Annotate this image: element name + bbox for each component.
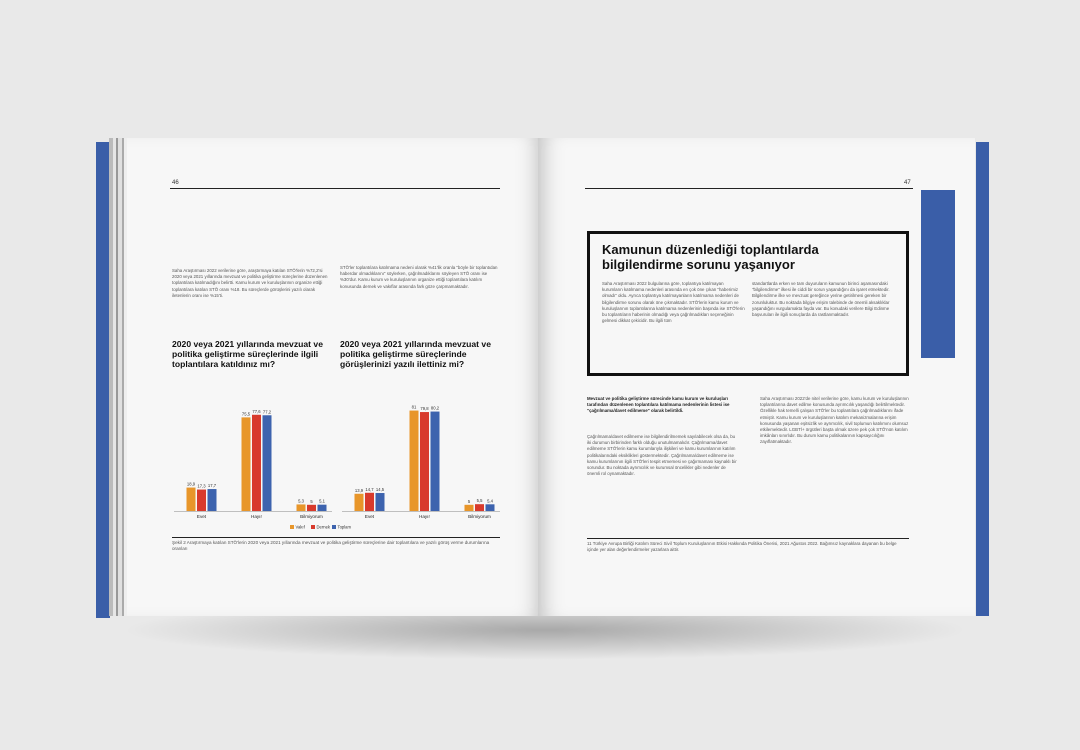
data-label: 5 [467,498,471,504]
body-text-col2: Saha Araştırması 2022'de nitel verilerine göre, kamu kurum ve kuruluşlarının toplantılarına davet edilme konusunda ayrımcılık yaşandığı belirtilmektedir. Özellikle hak temelli çalışan STÖ'ler bu toplantılara çağrılmadıklarını ifade etmiştir. Kamu kurum ve kuruluşlarının katılım mekanizmalarına erişim konusunda yaşanan eşitsizlik ve ayrımcılık, sivil toplumun katılımını olumsuz etkilemektedir. LGBTİ+ örgütleri başta olmak üzere pek çok STÖ'nün katılım imkânları sınırlıdır. Bu durum kamu politikalarının kapsayıcılığını zayıflatmaktadır. [760,396,909,445]
bar-hayır-vakıf [410,411,419,511]
right-cover [975,142,989,616]
bar-hayır-toplam [263,415,272,511]
category-label: Bilmiyorum [468,514,491,519]
bar-hayır-vakıf [242,417,251,511]
section-heading: Mevzuat ve politika geliştirme sürecinde kamu kurum ve kuruluşları tarafından düzenlenen toplantılara katılmama nedenlerinin listesi ise "çağrılmama/davet edilmeme" olarak belirtildi. [587,396,730,414]
legend-swatch [332,525,336,529]
bar-evet-toplam [208,489,217,511]
legend-label: Dernek [316,524,330,530]
bar-hayır-dernek [420,412,429,511]
page-number-right: 47 [904,180,911,186]
category-label: Hayır [251,514,262,519]
page-number-left: 46 [172,180,179,186]
data-label: 13,9 [354,487,364,493]
bar-evet-dernek [365,493,374,511]
left-cover [96,142,110,618]
box-text-col1: Saha Araştırması 2022 bulgularına göre, toplantıya katılmayan kurumların katılmama nedenleri arasında en çok öne çıkan "haberimiz olmadı" oldu. Ayrıca toplantıya katılmayanların katılmama nedenleri de bilgilendirme sorunu olarak öne çıkmaktadır. STÖ'lerin kamu kurum ve kuruluşlarının toplantılarına katılmama nedenlerinin başında ise STÖ'lerin bu toplantıların haberinin olmadığı veya çağrılmadıkları seçeneğinin gelmesi dikkat çekicidir. Bu ilgili tüm [602,281,745,324]
legend-label: Toplam [337,524,351,530]
chart-1 [172,375,351,535]
category-label: Hayır [419,514,430,519]
legend-label: Vakıf [295,524,305,530]
highlight-box [587,231,909,376]
chart2-heading: 2020 veya 2021 yıllarında mevzuat ve politika geliştirme süreçlerinde görüşlerinizi yazılı ilettiniz mi? [340,339,491,369]
bar-hayır-toplam [431,412,440,511]
figure-caption: Şekil 2 Araştırmaya katılan STÖ'lerin 2020 veya 2021 yıllarında mevzuat ve politika geliştirme süreçlerine dair toplantılara ve yazılı görüş verme durumlarına oranları [172,540,490,552]
bar-bilmiyorum-vakıf [297,504,306,511]
data-label: 5,1 [319,498,325,504]
footnote-rule [587,538,909,539]
data-label: 81 [411,404,417,410]
data-label: 77,6 [252,408,261,414]
data-label: 5,3 [298,498,304,504]
top-rule-left [170,188,500,189]
section-tab [921,190,955,358]
data-label: 14,5 [375,487,385,493]
left-page-edges [109,138,129,616]
body-text-col1: Çağrılmama/davet edilmeme ise bilgilendirilmemek sayılabilecek olsa da, bu iki durumun birbirinden farklı olduğu unutulmamalıdır. Çağrılmama/davet edilmeme STÖ'lerin kamu kurumlarıyla ilişkileri ve kamu kurumlarının katılım politikalarındaki eksiklikleri göstermektedir. Çağrılmama/davet edilmeme ise kamu kurumlarının ilgili STÖ'leri tespit etmemesi ve çağırmaması kaynaklı bir sorundur. Bu noktada ayrımcılık ve kurumsal öncelikler gibi nedenler de önemli rol oynamaktadır. [587,434,737,477]
chart1-heading: 2020 veya 2021 yıllarında mevzuat ve politika geliştirme süreçlerinde ilgili toplantılara katıldınız mı? [172,339,323,369]
bar-bilmiyorum-vakıf [465,505,474,511]
data-label: 5 [310,498,313,504]
bar-evet-toplam [376,493,385,511]
data-label: 80,2 [430,405,440,411]
top-rule-right [585,188,913,189]
bar-bilmiyorum-dernek [475,504,484,511]
bar-evet-dernek [197,490,206,511]
bar-evet-vakıf [355,494,364,511]
category-label: Evet [364,514,375,519]
chart-2 [337,375,505,535]
data-label: 17,3 [197,483,206,489]
legend-swatch [290,525,294,529]
footnote: 11 Türkiye Avrupa Birliği Katılım Süreci Sivil Toplum Kuruluşlarının Etkisi Hakkında Politika Önerisi, 2021 Ağustos 2022. Bağımsız kaynaklara dayanan bu belge içinde yer alan değerlendirmeler yazarlara aittir. [587,541,897,552]
category-label: Bilmiyorum [300,514,323,519]
bar-bilmiyorum-toplam [486,504,495,511]
intro-text-right: STÖ'ler toplantılara katılmama nedeni olarak %41'lik oranla "böyle bir toplantıdan haberdar olmadıklarını" söylerken, çağrılmadıklarını söyleyen STÖ oranı ise %30'dur. Kamu kurum ve kuruluşlarının organize ettiği toplantılara katılım konusunda dernek ve vakıflar arasında fark göze çarpmamaktadır. [340,265,498,289]
data-label: 75,5 [241,411,251,417]
bar-evet-vakıf [187,488,196,511]
box-title: Kamunun düzenlediği toplantılarda bilgilendirme sorunu yaşanıyor [602,242,819,272]
data-label: 18,9 [186,481,196,487]
intro-text-left: Saha Araştırması 2022 verilerine göre, araştırmaya katılan STÖ'lerin %72,2'si 2020 veya 2021 yıllarında mevzuat ve politika geliştirme süreçlerine düzenlenen toplantılara katılmadığını belirtti. Kamu kurum ve kuruluşlarının organize ettiği toplantılara katılan STÖ oranı %18. Bu süreçlerde görüşlerini yazılı olarak iletenlerin oranı ise %15'ti. [172,268,328,298]
data-label: 79,8 [420,406,429,412]
bar-hayır-dernek [252,415,261,511]
data-label: 77,2 [262,409,272,415]
legend-swatch [311,525,315,529]
data-label: 17,7 [207,483,217,489]
bar-bilmiyorum-toplam [318,505,327,511]
data-label: 14,7 [365,486,374,492]
data-label: 5,4 [487,498,493,504]
bar-bilmiyorum-dernek [307,505,316,511]
data-label: 5,5 [476,498,483,504]
category-label: Evet [196,514,207,519]
caption-rule [172,537,500,538]
box-text-col2: standartlarda erken ve tam duyuruların kamunun birinci aşamasındaki "bilgilendirme" ilkesi ile ciddi bir sorun yaşandığını da işaret etmektedir. Bilgilendirme ilke ve mevzuat gereğince yerine getirilmesi gereken bir zorunluluktur. Bu noktada bilgiye erişim talebinde de önemli aksaklıklar yaşandığını vurgulamakta fayda var. Bu konudaki verilere Bilgi Edinme başvuruları ile ilgili sonuçlarda da rastlanmaktadır. [752,281,890,318]
